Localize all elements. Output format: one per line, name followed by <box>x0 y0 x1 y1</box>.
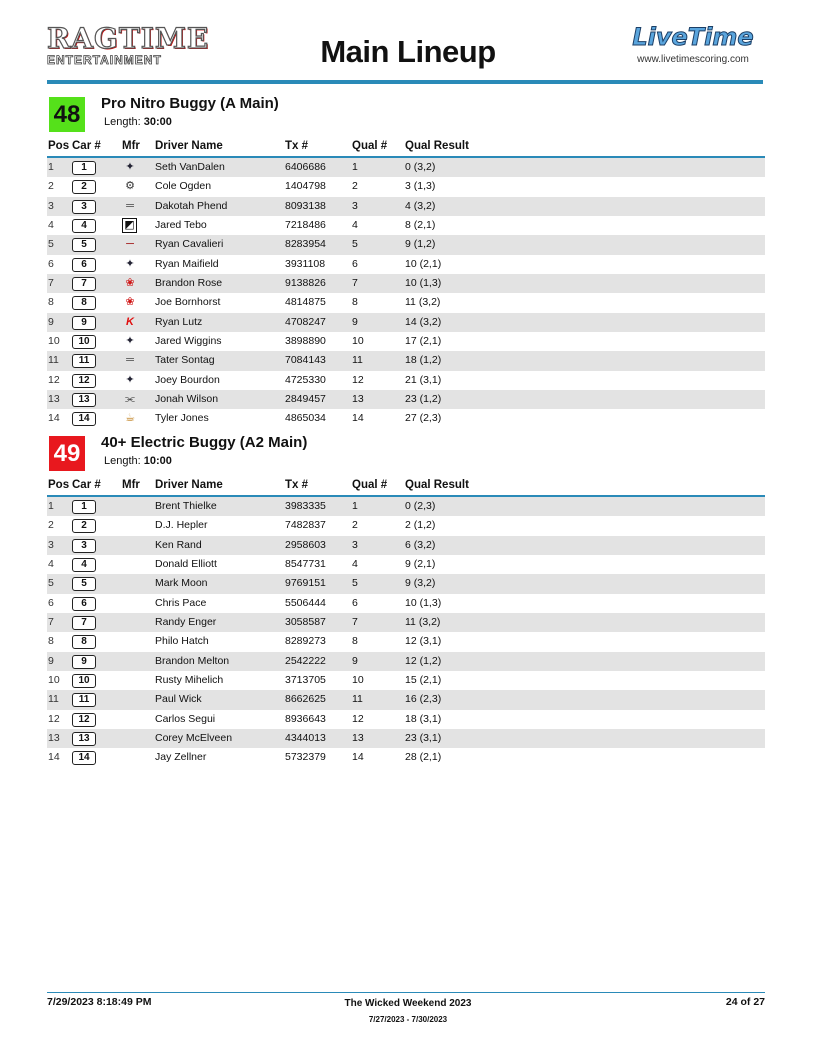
column-header-result: Qual Result <box>405 479 469 491</box>
transponder-cell: 8093138 <box>285 199 326 212</box>
table-row <box>47 371 765 390</box>
driver-name-cell: Donald Elliott <box>155 558 217 571</box>
position-cell: 4 <box>48 219 54 232</box>
serpent-icon: ⫘ <box>125 393 135 406</box>
table-row <box>47 536 765 555</box>
position-cell: 1 <box>48 500 54 512</box>
table-row <box>47 158 765 177</box>
transponder-cell: 7218486 <box>285 219 326 232</box>
car-number-cell: 5 <box>72 577 96 591</box>
table-row <box>47 216 765 235</box>
position-cell: 11 <box>48 354 59 367</box>
qual-result-cell: 10 (1,3) <box>405 596 442 609</box>
position-cell: 7 <box>48 616 54 629</box>
table-row <box>47 313 765 332</box>
table-body <box>47 158 765 429</box>
event-title: 40+ Electric Buggy (A2 Main) <box>101 434 308 451</box>
column-header-result: Qual Result <box>405 140 469 152</box>
car-number-cell: 7 <box>72 616 96 630</box>
driver-name-cell: Randy Enger <box>155 616 217 629</box>
qual-position-cell: 7 <box>352 277 358 290</box>
qual-result-cell: 23 (1,2) <box>405 393 442 406</box>
qual-position-cell: 13 <box>352 393 364 406</box>
qual-position-cell: 8 <box>352 296 358 309</box>
transponder-cell: 3983335 <box>285 500 326 512</box>
column-header-tx: Tx # <box>285 140 309 152</box>
qual-position-cell: 6 <box>352 257 358 270</box>
footer-event-dates: 7/27/2023 - 7/30/2023 <box>368 1015 448 1024</box>
footer-timestamp: 7/29/2023 8:18:49 PM <box>47 996 152 1008</box>
driver-name-cell: Carlos Segui <box>155 712 216 725</box>
qual-result-cell: 10 (1,3) <box>405 277 442 290</box>
transponder-cell: 4344013 <box>285 732 326 745</box>
qual-position-cell: 14 <box>352 412 364 425</box>
driver-name-cell: Joe Bornhorst <box>155 296 221 309</box>
qual-position-cell: 10 <box>352 335 364 348</box>
car-number-cell: 9 <box>72 655 96 669</box>
position-cell: 14 <box>48 751 60 764</box>
car-number-cell: 11 <box>72 693 96 707</box>
position-cell: 10 <box>48 674 60 687</box>
car-number-cell: 13 <box>72 393 96 407</box>
position-cell: 5 <box>48 238 54 251</box>
kyosho-icon: ❀ <box>125 277 135 290</box>
qual-position-cell: 9 <box>352 315 358 328</box>
event-length <box>104 455 172 467</box>
transponder-cell: 8289273 <box>285 635 326 648</box>
qual-result-cell: 4 (3,2) <box>405 199 436 212</box>
position-cell: 7 <box>48 277 54 290</box>
qual-result-cell: 6 (3,2) <box>405 538 436 551</box>
qual-result-cell: 9 (3,2) <box>405 577 436 590</box>
qual-position-cell: 12 <box>352 373 364 386</box>
qual-position-cell: 12 <box>352 712 364 725</box>
car-number-cell: 6 <box>72 258 96 272</box>
qual-position-cell: 4 <box>352 558 358 571</box>
position-cell: 12 <box>48 712 60 725</box>
livetime-url: www.livetimescoring.com <box>637 54 749 65</box>
car-number-cell: 1 <box>72 161 96 175</box>
qual-result-cell: 2 (1,2) <box>405 519 436 532</box>
position-cell: 10 <box>48 335 60 348</box>
qual-result-cell: 12 (3,1) <box>405 635 442 648</box>
driver-name-cell: Corey McElveen <box>155 732 233 745</box>
qual-position-cell: 4 <box>352 219 358 232</box>
driver-name-cell: Dakotah Phend <box>155 199 228 212</box>
driver-name-cell: Chris Pace <box>155 596 207 609</box>
table-row <box>47 710 765 729</box>
driver-name-cell: Ryan Cavalieri <box>155 238 224 251</box>
qual-position-cell: 8 <box>352 635 358 648</box>
position-cell: 13 <box>48 732 60 745</box>
transponder-cell: 5506444 <box>285 596 326 609</box>
qual-position-cell: 2 <box>352 180 358 193</box>
table-row <box>47 690 765 709</box>
event-title: Pro Nitro Buggy (A Main) <box>101 95 279 112</box>
qual-position-cell: 14 <box>352 751 364 764</box>
event-length-value: 30:00 <box>143 116 172 128</box>
column-header-name: Driver Name <box>155 140 223 152</box>
table-row <box>47 613 765 632</box>
transponder-cell: 1404798 <box>285 180 326 193</box>
driver-name-cell: Jared Tebo <box>155 219 207 232</box>
table-body <box>47 497 765 768</box>
qual-result-cell: 16 (2,3) <box>405 693 442 706</box>
qual-result-cell: 3 (1,3) <box>405 180 436 193</box>
livetime-logo-text: LiveTime <box>632 23 754 51</box>
transponder-cell: 8662625 <box>285 693 326 706</box>
qual-result-cell: 18 (3,1) <box>405 712 442 725</box>
table-row <box>47 652 765 671</box>
position-cell: 6 <box>48 257 54 270</box>
qual-position-cell: 6 <box>352 596 358 609</box>
tekno-icon: ✦ <box>125 257 135 270</box>
transponder-cell: 2958603 <box>285 538 326 551</box>
car-number-cell: 4 <box>72 558 96 572</box>
column-header-name: Driver Name <box>155 479 223 491</box>
position-cell: 4 <box>48 558 54 571</box>
transponder-cell: 4708247 <box>285 315 326 328</box>
table-row <box>47 351 765 370</box>
transponder-cell: 3898890 <box>285 335 326 348</box>
car-number-cell: 3 <box>72 200 96 214</box>
car-number-cell: 12 <box>72 374 96 388</box>
column-header-mfr: Mfr <box>122 479 140 491</box>
car-number-cell: 11 <box>72 354 96 368</box>
table-row <box>47 671 765 690</box>
event-length-label: Length: <box>104 116 141 128</box>
transponder-cell: 2849457 <box>285 393 326 406</box>
car-number-cell: 2 <box>72 180 96 194</box>
table-header <box>47 140 765 158</box>
table-row <box>47 390 765 409</box>
kyosho-icon: ❀ <box>125 296 135 309</box>
column-header-mfr: Mfr <box>122 140 140 152</box>
table-row <box>47 293 765 312</box>
transponder-cell: 7482837 <box>285 519 326 532</box>
driver-name-cell: Jonah Wilson <box>155 393 219 406</box>
position-cell: 14 <box>48 412 60 425</box>
transponder-cell: 8936643 <box>285 712 326 725</box>
column-header-tx: Tx # <box>285 479 309 491</box>
driver-name-cell: Philo Hatch <box>155 635 209 648</box>
driver-name-cell: Paul Wick <box>155 693 202 706</box>
driver-name-cell: Cole Ogden <box>155 180 212 193</box>
associated-icon: ⚙ <box>125 180 135 193</box>
driver-name-cell: D.J. Hepler <box>155 519 208 532</box>
transponder-cell: 4725330 <box>285 373 326 386</box>
qual-position-cell: 7 <box>352 616 358 629</box>
transponder-cell: 3713705 <box>285 674 326 687</box>
table-row <box>47 255 765 274</box>
qual-position-cell: 5 <box>352 238 358 251</box>
car-number-cell: 8 <box>72 635 96 649</box>
table-row <box>47 632 765 651</box>
table-row <box>47 197 765 216</box>
qual-result-cell: 23 (3,1) <box>405 732 442 745</box>
qual-result-cell: 0 (2,3) <box>405 500 436 512</box>
transponder-cell: 9769151 <box>285 577 326 590</box>
car-number-cell: 9 <box>72 316 96 330</box>
table-row <box>47 497 765 516</box>
qual-result-cell: 21 (3,1) <box>405 373 442 386</box>
car-number-cell: 10 <box>72 335 96 349</box>
tekno-icon: ✦ <box>125 335 135 348</box>
kyosho-k-icon: K <box>126 315 134 328</box>
position-cell: 2 <box>48 180 54 193</box>
qual-result-cell: 27 (2,3) <box>405 412 442 425</box>
qual-position-cell: 10 <box>352 674 364 687</box>
transponder-cell: 9138826 <box>285 277 326 290</box>
column-header-qual: Qual # <box>352 140 388 152</box>
qual-result-cell: 17 (2,1) <box>405 335 442 348</box>
footer-page-number: 24 of 27 <box>725 996 765 1008</box>
table-row <box>47 574 765 593</box>
car-number-cell: 10 <box>72 674 96 688</box>
position-cell: 9 <box>48 654 54 667</box>
table-row <box>47 332 765 351</box>
column-header-qual: Qual # <box>352 479 388 491</box>
table-row <box>47 594 765 613</box>
table-row <box>47 274 765 293</box>
qual-position-cell: 1 <box>352 161 358 173</box>
tekno-icon: ✦ <box>125 373 135 386</box>
hb-icon: ─ <box>126 238 134 251</box>
car-number-cell: 4 <box>72 219 96 233</box>
xray-icon: ◩ <box>122 218 137 233</box>
table-row <box>47 555 765 574</box>
qual-result-cell: 8 (2,1) <box>405 219 436 232</box>
car-number-cell: 14 <box>72 751 96 765</box>
column-header-car: Car # <box>72 140 101 152</box>
driver-name-cell: Brandon Melton <box>155 654 230 667</box>
transponder-cell: 7084143 <box>285 354 326 367</box>
header-divider <box>47 80 763 84</box>
column-header-car: Car # <box>72 479 101 491</box>
mugen-icon: ═ <box>126 199 134 212</box>
event-number-badge: 49 <box>49 436 85 471</box>
footer-divider <box>47 992 765 993</box>
transponder-cell: 4814875 <box>285 296 326 309</box>
event-number-badge: 48 <box>49 97 85 132</box>
event-length-value: 10:00 <box>143 455 172 467</box>
qual-position-cell: 3 <box>352 538 358 551</box>
driver-name-cell: Brent Thielke <box>155 500 217 512</box>
transponder-cell: 8283954 <box>285 238 326 251</box>
position-cell: 13 <box>48 393 60 406</box>
qual-result-cell: 15 (2,1) <box>405 674 442 687</box>
qual-position-cell: 11 <box>352 693 363 706</box>
qual-result-cell: 9 (1,2) <box>405 238 436 251</box>
transponder-cell: 6406686 <box>285 161 326 173</box>
position-cell: 12 <box>48 373 60 386</box>
logo-left-bottom: ENTERTAINMENT <box>47 53 162 67</box>
qual-result-cell: 28 (2,1) <box>405 751 442 764</box>
page-title: Main Lineup <box>320 34 496 69</box>
position-cell: 8 <box>48 296 54 309</box>
qual-result-cell: 10 (2,1) <box>405 257 442 270</box>
car-number-cell: 5 <box>72 238 96 252</box>
driver-name-cell: Ken Rand <box>155 538 202 551</box>
position-cell: 6 <box>48 596 54 609</box>
driver-name-cell: Ryan Lutz <box>155 315 203 328</box>
table-row <box>47 409 765 428</box>
logo-left-top: RAGTIME <box>47 22 210 55</box>
car-number-cell: 2 <box>72 519 96 533</box>
qual-position-cell: 1 <box>352 500 358 512</box>
table-row <box>47 516 765 535</box>
qual-result-cell: 11 (3,2) <box>405 296 441 309</box>
transponder-cell: 3931108 <box>285 257 326 270</box>
table-row <box>47 177 765 196</box>
driver-name-cell: Jay Zellner <box>155 751 207 764</box>
car-number-cell: 8 <box>72 296 96 310</box>
qual-position-cell: 9 <box>352 654 358 667</box>
driver-name-cell: Seth VanDalen <box>155 161 225 173</box>
transponder-cell: 8547731 <box>285 558 326 571</box>
transponder-cell: 2542222 <box>285 654 326 667</box>
driver-name-cell: Mark Moon <box>155 577 208 590</box>
agama-icon: ☕ <box>125 412 135 425</box>
transponder-cell: 5732379 <box>285 751 326 764</box>
car-number-cell: 6 <box>72 597 96 611</box>
qual-result-cell: 18 (1,2) <box>405 354 442 367</box>
driver-name-cell: Brandon Rose <box>155 277 223 290</box>
position-cell: 9 <box>48 315 54 328</box>
position-cell: 3 <box>48 538 54 551</box>
table-row <box>47 235 765 254</box>
driver-name-cell: Rusty Mihelich <box>155 674 224 687</box>
driver-name-cell: Jared Wiggins <box>155 335 222 348</box>
qual-result-cell: 9 (2,1) <box>405 558 436 571</box>
position-cell: 5 <box>48 577 54 590</box>
qual-position-cell: 3 <box>352 199 358 212</box>
car-number-cell: 3 <box>72 539 96 553</box>
qual-result-cell: 12 (1,2) <box>405 654 442 667</box>
driver-name-cell: Ryan Maifield <box>155 257 219 270</box>
driver-name-cell: Joey Bourdon <box>155 373 220 386</box>
event-length-label: Length: <box>104 455 141 467</box>
transponder-cell: 4865034 <box>285 412 326 425</box>
table-row <box>47 729 765 748</box>
car-number-cell: 12 <box>72 713 96 727</box>
driver-name-cell: Tyler Jones <box>155 412 209 425</box>
position-cell: 11 <box>48 693 59 706</box>
event-length <box>104 116 172 128</box>
driver-name-cell: Tater Sontag <box>155 354 215 367</box>
footer-event-name: The Wicked Weekend 2023 <box>344 998 472 1009</box>
transponder-cell: 3058587 <box>285 616 326 629</box>
car-number-cell: 7 <box>72 277 96 291</box>
qual-result-cell: 14 (3,2) <box>405 315 442 328</box>
car-number-cell: 13 <box>72 732 96 746</box>
position-cell: 8 <box>48 635 54 648</box>
position-cell: 3 <box>48 199 54 212</box>
column-header-pos: Pos <box>48 479 70 491</box>
livetime-logo <box>622 24 764 65</box>
mugen-icon: ═ <box>126 354 134 367</box>
position-cell: 1 <box>48 161 54 173</box>
qual-position-cell: 11 <box>352 354 363 367</box>
table-header <box>47 479 765 497</box>
qual-position-cell: 13 <box>352 732 364 745</box>
qual-result-cell: 0 (3,2) <box>405 161 436 173</box>
position-cell: 2 <box>48 519 54 532</box>
qual-result-cell: 11 (3,2) <box>405 616 441 629</box>
qual-position-cell: 5 <box>352 577 358 590</box>
car-number-cell: 14 <box>72 412 96 426</box>
tekno-icon: ✦ <box>125 161 135 173</box>
table-row <box>47 748 765 767</box>
column-header-pos: Pos <box>48 140 70 152</box>
qual-position-cell: 2 <box>352 519 358 532</box>
car-number-cell: 1 <box>72 500 96 514</box>
